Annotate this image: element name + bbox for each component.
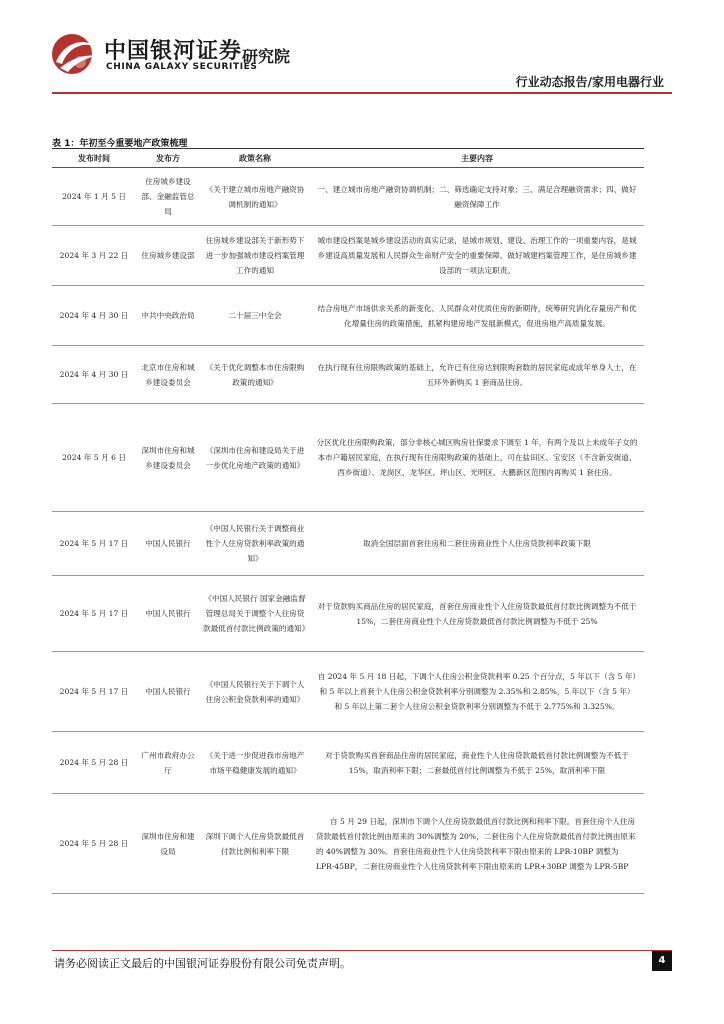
table-row <box>52 404 644 512</box>
table-row <box>52 576 644 652</box>
row-content: 对于贷款购买首套商品住房的居民家庭，商业性个人住房贷款最低首付款比例调整为不低于 15%，取消利率下限；二套最低首付比例调整为不低于 25%，取消利率下限 <box>310 732 644 794</box>
header-policy: 政策名称 <box>200 149 310 168</box>
row-policy: 深圳下调个人住房贷款最低首付款比例和利率下限 <box>200 794 310 894</box>
row-issuer: 北京市住房和城乡建设委员会 <box>136 346 200 404</box>
table-title: 表 1：年初至今重要地产政策梳理 <box>52 139 188 149</box>
header-issuer: 发布方 <box>136 149 200 168</box>
row-policy: 住房城乡建设部关于新形势下进一步加强城市建设档案管理工作的通知 <box>200 226 310 286</box>
row-issuer: 住房城乡建设部 <box>136 226 200 286</box>
row-policy: 《关于优化调整本市住房限购政策的通知》 <box>200 346 310 404</box>
policy-table <box>52 148 644 894</box>
galaxy-logo-icon <box>50 32 98 76</box>
table-row <box>52 794 644 894</box>
row-date: 2024 年 5 月 17 日 <box>52 576 136 652</box>
row-content: 结合房地产市场供求关系的新变化、人民群众对优质住房的新期待，统筹研究消化存量房产和优化增量住房的政策措施，抓紧构建房地产发展新模式，促进房地产高质量发展。 <box>310 286 644 346</box>
table-row <box>52 286 644 346</box>
row-date: 2024 年 4 月 30 日 <box>52 286 136 346</box>
row-content: 自 2024 年 5 月 18 日起，下调个人住房公积金贷款利率 0.25 个百分点，5 年以下（含 5 年）和 5 年以上首套个人住房公积金贷款利率分别调整为 2.35%和 2.85%，5 年以下（含 5 年）和 5 年以上第二套个人住房公积金贷款利率分别调整为不低于 2.775%和 3.325%。 <box>310 652 644 732</box>
footer-divider <box>52 950 672 951</box>
row-content: 取消全国层面首套住房和二套住房商业性个人住房贷款利率政策下限 <box>310 512 644 576</box>
row-issuer: 中国人民银行 <box>136 576 200 652</box>
row-issuer: 中共中央政治局 <box>136 286 200 346</box>
row-date: 2024 年 5 月 28 日 <box>52 732 136 794</box>
row-policy: 《中国人民银行关于调整商业性个人住房贷款利率政策的通知》 <box>200 512 310 576</box>
row-date: 2024 年 5 月 28 日 <box>52 794 136 894</box>
row-content: 一、建立城市房地产融资协调机制；二、筛选确定支持对象；三、满足合理融资需求；四、做好融资保障工作 <box>310 168 644 226</box>
row-date: 2024 年 1 月 5 日 <box>52 168 136 226</box>
row-issuer: 深圳市住房和城乡建设委员会 <box>136 404 200 512</box>
row-content: 分区优化住房限购政策，部分非核心城区购房社保要求下调至 1 年，有两个及以上未成年子女的本市户籍居民家庭，在执行现有住房限购政策的基础上，可在盐田区、宝安区（不含新安街道、西乡街道）、龙岗区、龙华区、坪山区、光明区、大鹏新区范围内再购买 1 套住房。 <box>310 404 644 512</box>
row-issuer: 中国人民银行 <box>136 512 200 576</box>
row-policy: 《中国人民银行 国家金融监督管理总局关于调整个人住房贷款最低首付款比例政策的通知》 <box>200 576 310 652</box>
row-date: 2024 年 5 月 6 日 <box>52 404 136 512</box>
row-date: 2024 年 5 月 17 日 <box>52 652 136 732</box>
report-type: 行业动态报告/家用电器行业 <box>515 75 664 89</box>
row-issuer: 中国人民银行 <box>136 652 200 732</box>
table-row <box>52 346 644 404</box>
logo-english-name: CHINA GALAXY SECURITIES <box>106 62 258 72</box>
page-header <box>0 0 724 96</box>
header-content: 主要内容 <box>310 149 644 168</box>
logo-chinese-name: 中国银河证券 <box>104 39 243 64</box>
row-issuer: 深圳市住房和建设局 <box>136 794 200 894</box>
table-row <box>52 226 644 286</box>
row-content: 城市建设档案是城乡建设活动的真实记录，是城市规划、建设、治理工作的一项重要内容，是城乡建设高质量发展和人民群众生命财产安全的重要保障。做好城建档案管理工作，是住房城乡建设部的一项法定职责。 <box>310 226 644 286</box>
row-date: 2024 年 5 月 17 日 <box>52 512 136 576</box>
row-content: 自 5 月 29 日起，深圳市下调个人住房贷款最低首付款比例和利率下限。首套住房个人住房贷款最低首付款比例由原来的 30%调整为 20%，二套住房个人住房贷款最低首付款比例由原来的 40%调整为 30%。首套住房商业性个人住房贷款利率下限由原来的 LPR-10BP 调整为 LPR-45BP，二套住房商业性个人住房贷款利率下限由原来的 LPR+30BP 调整为 LPR-5BP <box>310 794 644 894</box>
row-issuer: 广州市政府办公厅 <box>136 732 200 794</box>
header-divider <box>52 92 672 94</box>
row-issuer: 住房城乡建设部、金融监管总局 <box>136 168 200 226</box>
row-policy: 《深圳市住房和建设局关于进一步优化房地产政策的通知》 <box>200 404 310 512</box>
table-row <box>52 512 644 576</box>
row-date: 2024 年 4 月 30 日 <box>52 346 136 404</box>
table-row <box>52 168 644 226</box>
institute-label: 研究院 <box>242 47 291 66</box>
row-policy: 二十届三中全会 <box>200 286 310 346</box>
page-number: 4 <box>652 951 672 971</box>
row-policy: 《关于进一步促进我市房地产市场平稳健康发展的通知》 <box>200 732 310 794</box>
table-row <box>52 732 644 794</box>
row-content: 在执行现有住房限购政策的基础上，允许已有住房达到限购套数的居民家庭或成年单身人士，在五环外新购买 1 套商品住房。 <box>310 346 644 404</box>
row-policy: 《关于建立城市房地产融资协调机制的通知》 <box>200 168 310 226</box>
header-date: 发布时间 <box>52 149 136 168</box>
table-header-row <box>52 149 644 168</box>
row-date: 2024 年 3 月 22 日 <box>52 226 136 286</box>
table-row <box>52 652 644 732</box>
row-content: 对于贷款购买商品住房的居民家庭，首套住房商业性个人住房贷款最低首付款比例调整为不低于 15%，二套住房商业性个人住房贷款最低首付款比例调整为不低于 25% <box>310 576 644 652</box>
row-policy: 《中国人民银行关于下调个人住房公积金贷款利率的通知》 <box>200 652 310 732</box>
footer-disclaimer: 请务必阅读正文最后的中国银河证券股份有限公司免责声明。 <box>54 957 351 970</box>
